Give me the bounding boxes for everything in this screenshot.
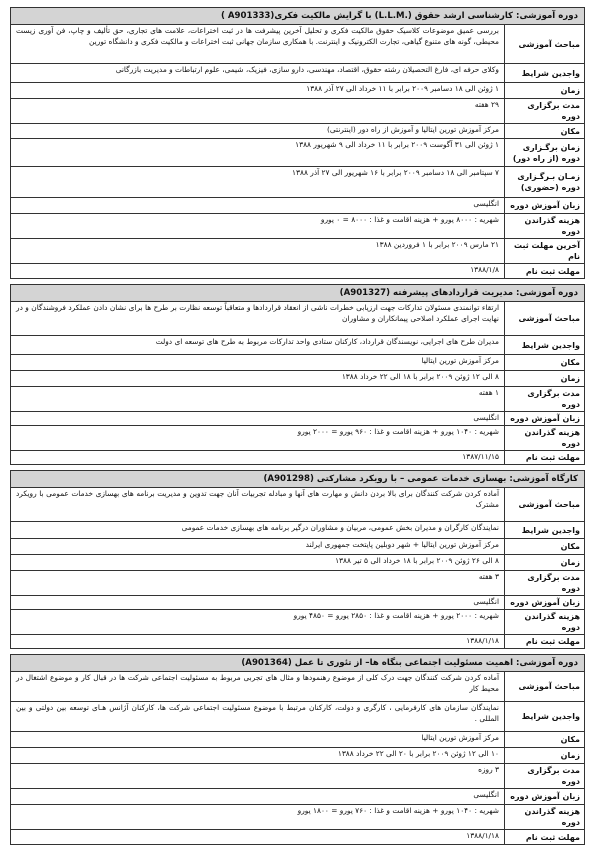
row-label: واجدین شرایط [504, 336, 584, 354]
row-value: ۱۳۸۸/۱/۸ [470, 265, 499, 274]
row-label: زمان [504, 371, 584, 386]
row-label: زبان آموزش دوره [504, 198, 584, 213]
row-label: مدت برگزاری دوره [504, 571, 584, 595]
row-label: آخرین مهلت ثبت نام [504, 239, 584, 263]
table-row [11, 355, 584, 371]
row-value: انگلیسی [473, 597, 499, 606]
table-row [11, 451, 584, 464]
table-row [11, 789, 584, 805]
row-label: مباحث آموزشی [504, 672, 584, 701]
table-row [11, 610, 584, 635]
row-label: زبان آموزش دوره [504, 789, 584, 804]
table-row [11, 387, 584, 412]
table-row [11, 426, 584, 451]
table-row [11, 239, 584, 264]
row-value: ۱ ژوئن الی ۱۸ دسامبر ۲۰۰۹ برابر با ۱۱ خرداد الی ۲۷ آذر ۱۳۸۸ [306, 84, 499, 93]
table-row [11, 371, 584, 387]
row-value: انگلیسی [473, 790, 499, 799]
row-label: زمان [504, 748, 584, 763]
row-value: نمایندگان کارگران و مدیران بخش عمومی، مربیان و مشاوران درگیر برنامه های بهسازی خدمات عمومی [181, 523, 499, 532]
row-value: ۸ الی ۱۲ ژوئن ۲۰۰۹ برابر با ۱۸ الی ۲۲ خرداد ۱۳۸۸ [341, 372, 499, 381]
row-value: آماده کردن شرکت کنندگان برای بالا بردن دانش و مهارت های آنها و مبادله تجربیات آنان جهت تدوین و مدیریت برنامه های بهسازی خدمات عمومی با رویکرد مشترک [16, 489, 499, 509]
row-value: شهریه : ۱۰۴۰ یورو + هزینه اقامت و غذا : ۹۶۰ یورو = ۲۰۰۰ یورو [297, 427, 499, 436]
row-label: زبان آموزش دوره [504, 412, 584, 425]
table-row [11, 571, 584, 596]
row-label: زمان برگـزاری دوره (از راه دور) [504, 139, 584, 166]
row-label: مدت برگزاری دوره [504, 387, 584, 411]
row-label: هزینه گذراندن دوره [504, 805, 584, 829]
row-value: شهریه : ۲۰۰۰ یورو + هزینه اقامت و غذا : ۲۸۵۰ یورو = ۴۸۵۰ یورو [293, 611, 499, 620]
row-value: ۱۳۸۸/۱/۱۸ [466, 636, 499, 645]
row-value: ۱۰ الی ۱۲ ژوئن ۲۰۰۹ برابر با ۲۰ الی ۲۲ خرداد ۱۳۸۸ [337, 749, 499, 758]
row-label: مدت برگزاری دوره [504, 764, 584, 788]
row-value: ۱ ژوئن الی ۳۱ آگوست ۲۰۰۹ برابر با ۱۱ خرداد الی ۹ شهریور ۱۳۸۸ [295, 140, 499, 149]
row-label: مهلت ثبت نام [504, 264, 584, 278]
course-table [10, 284, 585, 465]
table-row [11, 805, 584, 830]
document-page [10, 7, 585, 850]
table-row [11, 302, 584, 336]
row-value: ۷ سپتامبر الی ۱۸ دسامبر ۲۰۰۹ برابر با ۱۶ شهریور الی ۲۷ آذر ۱۳۸۸ [292, 168, 499, 177]
row-label: زمـان بـرگـزاری دوره (حضوری) [504, 167, 584, 197]
row-value: مرکز آموزش تورین ایتالیا + شهر دوبلین پایتخت جمهوری ایرلند [305, 540, 499, 549]
table-row [11, 702, 584, 732]
row-label: زمان [504, 555, 584, 570]
row-value: ۱۳۸۸/۱/۱۸ [466, 831, 499, 840]
row-value: مرکز آموزش تورین ایتالیا [421, 356, 499, 365]
row-value: ۳ هفته [478, 572, 499, 581]
table-row [11, 167, 584, 198]
course-table [10, 7, 585, 279]
table-row [11, 635, 584, 648]
table-row [11, 522, 584, 539]
row-label: مهلت ثبت نام [504, 830, 584, 844]
table-row [11, 99, 584, 124]
course-title: کارگاه آموزشی: بهسازی خدمات عمومی – با رویکرد مشارکتی (A901298) [11, 471, 584, 488]
table-row [11, 64, 584, 83]
row-value: مدیران طرح های اجرایی، نویسندگان قرارداد، کارکنان ستادی واحد تدارکات مربوط به طرح های توسعه ای دولت [155, 337, 499, 346]
table-row [11, 124, 584, 139]
row-label: مباحث آموزشی [504, 25, 584, 63]
row-label: هزینه گذراندن دوره [504, 426, 584, 450]
table-row [11, 83, 584, 99]
table-row [11, 764, 584, 789]
table-row [11, 555, 584, 571]
row-label: واجدین شرایط [504, 702, 584, 731]
row-label: مدت برگزاری دوره [504, 99, 584, 123]
row-label: زبان آموزش دوره [504, 596, 584, 609]
row-value: ۲۹ هفته [474, 100, 499, 109]
row-value: مرکز آموزش تورین ایتالیا و آموزش از راه دور (اینترنتی) [326, 125, 499, 134]
table-row [11, 488, 584, 522]
row-label: هزینه گذراندن دوره [504, 214, 584, 238]
row-value: نمایندگان سازمان های کارفرمایی ، کارگری و دولت، کارکنان مرتبط با موضوع مسئولیت اجتماعی شرکت ها، کارکنان آژانس هـای توسعه بین دولتی و بین المللی . [16, 703, 499, 723]
table-row [11, 732, 584, 748]
row-label: مباحث آموزشی [504, 488, 584, 521]
row-value: وکلای حرفه ای، فارغ التحصیلان رشته حقوق، اقتصاد، مهندسی، دارو سازی، فیزیک، شیمی، علوم ارتباطات و مدیریت بازرگانی [115, 65, 499, 74]
course-table [10, 470, 585, 649]
table-row [11, 214, 584, 239]
row-label: مهلت ثبت نام [504, 451, 584, 464]
row-value: انگلیسی [473, 413, 499, 422]
row-label: مکان [504, 124, 584, 138]
table-row [11, 412, 584, 426]
row-label: مهلت ثبت نام [504, 635, 584, 648]
table-row [11, 539, 584, 555]
row-label: مباحث آموزشی [504, 302, 584, 335]
course-title: دوره آموزشی: مدیریت قراردادهای پیشرفته (A901327) [11, 285, 584, 302]
course-table [10, 654, 585, 845]
row-value: ۸ الی ۲۶ ژوئن ۲۰۰۹ برابر با ۱۸ خرداد الی ۵ تیر ۱۳۸۸ [335, 556, 499, 565]
row-value: ۲۱ مارس ۲۰۰۹ برابر با ۱ فروردین ۱۳۸۸ [375, 240, 499, 249]
table-row [11, 25, 584, 64]
row-value: آماده کردن شرکت کنندگان جهت درک کلی از موضوع رهنمودها و مثال های تجربی مربوط به مسئولیت اجتماعی شرکت ها در قبال کار و موضوع اشتغال در محیط کار [16, 673, 499, 693]
row-value: بررسی عمیق موضوعات کلاسیک حقوق مالکیت فکری و تحلیل آخرین پیشرفت ها در ثبت اختراعات، علامت های تجاری، حق تألیف و چاپ، فن آوری زیست محیطی، گونه های متنوع گیاهی، تجارت الکترونیک و اینترنت. با همکاری سازمان جهانی ثبت اختراعات و مالکیت فکری و دانشگاه تورین [16, 26, 499, 46]
table-row [11, 596, 584, 610]
row-value: شهریه : ۱۰۴۰ یورو + هزینه اقامت و غذا : ۷۶۰ یورو = ۱۸۰۰ یورو [297, 806, 499, 815]
table-row [11, 198, 584, 214]
row-label: واجدین شرایط [504, 522, 584, 538]
table-row [11, 264, 584, 278]
course-title: دوره آموزشی: اهمیت مسئولیت اجتماعی بنگاه ها– از تئوری تا عمل (A901364) [11, 655, 584, 672]
table-row [11, 748, 584, 764]
course-title: دوره آموزشی: کارشناسی ارشد حقوق (.L.L.M) با گرایش مالکیت فکری(A901333 ) [11, 8, 584, 25]
row-value: مرکز آموزش تورین ایتالیا [421, 733, 499, 742]
row-label: هزینه گذراندن دوره [504, 610, 584, 634]
row-label: مکان [504, 355, 584, 370]
row-value: ۱ هفته [478, 388, 499, 397]
table-row [11, 830, 584, 844]
row-label: واجدین شرایط [504, 64, 584, 82]
row-label: مکان [504, 539, 584, 554]
row-value: انگلیسی [473, 199, 499, 208]
row-label: زمان [504, 83, 584, 98]
row-label: مکان [504, 732, 584, 747]
row-value: شهریه : ۸۰۰۰ یورو + هزینه اقامت و غذا : ۸۰۰۰ = ۰ یورو [320, 215, 499, 224]
row-value: ۱۳۸۷/۱۱/۱۵ [462, 452, 499, 461]
row-value: ۳ روزه [478, 765, 499, 774]
table-row [11, 336, 584, 355]
table-row [11, 139, 584, 167]
table-row [11, 672, 584, 702]
row-value: ارتقاء توانمندی مسئولان تدارکات جهت ارزیابی خطرات ناشی از انعقاد قراردادها و متعاقباً توسعه نظارت بر طرح ها برای نشان دادن عملکرد فروشندگان و در نهایت اجرای عملکرد اصلاحی پیمانکاران و مشاوران [16, 303, 499, 323]
